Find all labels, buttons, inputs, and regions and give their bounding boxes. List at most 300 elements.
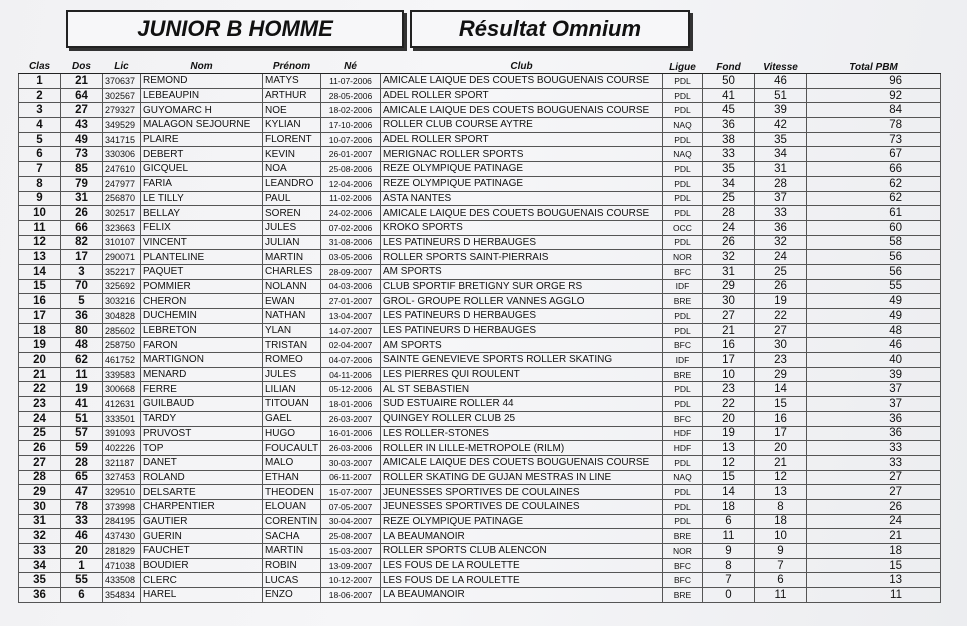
cell-total: 33 (807, 441, 941, 456)
cell-nom: CHERON (141, 294, 263, 309)
cell-club: REZE OLYMPIQUE PATINAGE (381, 176, 663, 191)
col-prenom: Prénom (263, 60, 321, 74)
cell-vitesse: 9 (755, 544, 807, 559)
cell-ne: 17-10-2006 (321, 118, 381, 133)
cell-prenom: JULIAN (263, 235, 321, 250)
table-row (19, 485, 941, 500)
cell-ligue: PDL (663, 74, 703, 89)
cell-vitesse: 12 (755, 470, 807, 485)
cell-clas: 5 (19, 132, 61, 147)
cell-prenom: LEANDRO (263, 176, 321, 191)
cell-nom: MARTIGNON (141, 353, 263, 368)
table-row (19, 382, 941, 397)
cell-total: 56 (807, 250, 941, 265)
table-row (19, 176, 941, 191)
cell-vitesse: 13 (755, 485, 807, 500)
cell-vitesse: 42 (755, 118, 807, 133)
cell-prenom: ARTHUR (263, 88, 321, 103)
cell-clas: 2 (19, 88, 61, 103)
cell-vitesse: 35 (755, 132, 807, 147)
cell-fond: 45 (703, 103, 755, 118)
table-row (19, 323, 941, 338)
cell-total: 49 (807, 294, 941, 309)
cell-prenom: TITOUAN (263, 397, 321, 412)
table-row (19, 529, 941, 544)
cell-ligue: PDL (663, 176, 703, 191)
cell-lic: 303216 (103, 294, 141, 309)
cell-prenom: MARTIN (263, 250, 321, 265)
cell-club: KROKO SPORTS (381, 220, 663, 235)
cell-club: AMICALE LAIQUE DES COUETS BOUGUENAIS COURSE (381, 206, 663, 221)
cell-vitesse: 10 (755, 529, 807, 544)
cell-fond: 50 (703, 74, 755, 89)
cell-club: LES ROLLER-STONES (381, 426, 663, 441)
cell-club: ROLLER CLUB COURSE AYTRE (381, 118, 663, 133)
cell-total: 11 (807, 588, 941, 603)
cell-ligue: HDF (663, 441, 703, 456)
cell-total: 84 (807, 103, 941, 118)
cell-lic: 300668 (103, 382, 141, 397)
table-row (19, 588, 941, 603)
cell-lic: 284195 (103, 514, 141, 529)
cell-fond: 31 (703, 264, 755, 279)
table-row (19, 499, 941, 514)
cell-ligue: PDL (663, 323, 703, 338)
cell-ligue: PDL (663, 514, 703, 529)
cell-vitesse: 34 (755, 147, 807, 162)
cell-vitesse: 16 (755, 411, 807, 426)
cell-fond: 30 (703, 294, 755, 309)
cell-prenom: PAUL (263, 191, 321, 206)
cell-nom: DUCHEMIN (141, 309, 263, 324)
cell-dos: 49 (61, 132, 103, 147)
cell-ligue: PDL (663, 103, 703, 118)
cell-club: ADEL ROLLER SPORT (381, 132, 663, 147)
cell-total: 36 (807, 426, 941, 441)
cell-club: AMICALE LAIQUE DES COUETS BOUGUENAIS COURSE (381, 455, 663, 470)
cell-fond: 7 (703, 573, 755, 588)
cell-fond: 26 (703, 235, 755, 250)
cell-vitesse: 37 (755, 191, 807, 206)
cell-ligue: PDL (663, 162, 703, 177)
cell-clas: 32 (19, 529, 61, 544)
cell-lic: 461752 (103, 353, 141, 368)
cell-vitesse: 32 (755, 235, 807, 250)
cell-total: 15 (807, 558, 941, 573)
cell-vitesse: 7 (755, 558, 807, 573)
cell-ne: 04-03-2006 (321, 279, 381, 294)
cell-ne: 31-08-2006 (321, 235, 381, 250)
cell-nom: GUERIN (141, 529, 263, 544)
col-total: Total PBM (807, 60, 941, 74)
cell-club: LA BEAUMANOIR (381, 529, 663, 544)
cell-dos: 3 (61, 264, 103, 279)
cell-clas: 11 (19, 220, 61, 235)
cell-total: 33 (807, 455, 941, 470)
cell-lic: 437430 (103, 529, 141, 544)
cell-clas: 4 (19, 118, 61, 133)
table-row (19, 411, 941, 426)
cell-clas: 16 (19, 294, 61, 309)
cell-dos: 55 (61, 573, 103, 588)
cell-ligue: BRE (663, 588, 703, 603)
cell-ne: 26-03-2006 (321, 441, 381, 456)
cell-club: SAINTE GENEVIEVE SPORTS ROLLER SKATING (381, 353, 663, 368)
cell-vitesse: 11 (755, 588, 807, 603)
cell-dos: 36 (61, 309, 103, 324)
cell-ne: 25-08-2006 (321, 162, 381, 177)
cell-nom: PRUVOST (141, 426, 263, 441)
cell-ne: 13-04-2007 (321, 309, 381, 324)
cell-vitesse: 27 (755, 323, 807, 338)
col-lic: Lic (103, 60, 141, 74)
cell-lic: 349529 (103, 118, 141, 133)
cell-dos: 21 (61, 74, 103, 89)
category-title: JUNIOR B HOMME (66, 10, 404, 48)
cell-ligue: PDL (663, 191, 703, 206)
cell-nom: MALAGON SEJOURNE (141, 118, 263, 133)
cell-ligue: BFC (663, 411, 703, 426)
cell-dos: 79 (61, 176, 103, 191)
cell-vitesse: 39 (755, 103, 807, 118)
cell-ligue: BFC (663, 558, 703, 573)
cell-lic: 329510 (103, 485, 141, 500)
cell-ne: 06-11-2007 (321, 470, 381, 485)
cell-prenom: MATYS (263, 74, 321, 89)
cell-fond: 35 (703, 162, 755, 177)
cell-vitesse: 46 (755, 74, 807, 89)
header-row (19, 60, 941, 74)
cell-ne: 10-12-2007 (321, 573, 381, 588)
cell-total: 55 (807, 279, 941, 294)
col-vitesse: Vitesse (755, 60, 807, 74)
cell-nom: DELSARTE (141, 485, 263, 500)
cell-fond: 34 (703, 176, 755, 191)
cell-nom: HAREL (141, 588, 263, 603)
cell-vitesse: 17 (755, 426, 807, 441)
cell-dos: 46 (61, 529, 103, 544)
cell-ligue: PDL (663, 88, 703, 103)
cell-prenom: NOE (263, 103, 321, 118)
cell-dos: 80 (61, 323, 103, 338)
cell-total: 78 (807, 118, 941, 133)
cell-dos: 59 (61, 441, 103, 456)
cell-fond: 18 (703, 499, 755, 514)
cell-ne: 04-11-2006 (321, 367, 381, 382)
cell-dos: 28 (61, 455, 103, 470)
cell-vitesse: 8 (755, 499, 807, 514)
cell-dos: 1 (61, 558, 103, 573)
cell-lic: 285602 (103, 323, 141, 338)
cell-ne: 16-01-2006 (321, 426, 381, 441)
cell-total: 18 (807, 544, 941, 559)
cell-club: AL ST SEBASTIEN (381, 382, 663, 397)
cell-fond: 12 (703, 455, 755, 470)
cell-lic: 247610 (103, 162, 141, 177)
results-table (18, 60, 941, 603)
cell-club: LES PIERRES QUI ROULENT (381, 367, 663, 382)
cell-nom: CLERC (141, 573, 263, 588)
cell-total: 73 (807, 132, 941, 147)
cell-total: 66 (807, 162, 941, 177)
cell-lic: 247977 (103, 176, 141, 191)
cell-vitesse: 19 (755, 294, 807, 309)
cell-vitesse: 31 (755, 162, 807, 177)
cell-nom: GUILBAUD (141, 397, 263, 412)
result-title: Résultat Omnium (410, 10, 690, 48)
col-nom: Nom (141, 60, 263, 74)
cell-fond: 29 (703, 279, 755, 294)
table-row (19, 309, 941, 324)
cell-ne: 30-04-2007 (321, 514, 381, 529)
cell-club: MERIGNAC ROLLER SPORTS (381, 147, 663, 162)
cell-club: LES FOUS DE LA ROULETTE (381, 573, 663, 588)
cell-club: ROLLER IN LILLE-METROPOLE (RILM) (381, 441, 663, 456)
table-row (19, 441, 941, 456)
cell-lic: 302567 (103, 88, 141, 103)
cell-club: AMICALE LAIQUE DES COUETS BOUGUENAIS COURSE (381, 74, 663, 89)
table-row (19, 250, 941, 265)
cell-prenom: YLAN (263, 323, 321, 338)
cell-vitesse: 33 (755, 206, 807, 221)
cell-clas: 18 (19, 323, 61, 338)
cell-total: 13 (807, 573, 941, 588)
cell-clas: 29 (19, 485, 61, 500)
cell-ne: 04-07-2006 (321, 353, 381, 368)
cell-total: 62 (807, 176, 941, 191)
cell-fond: 36 (703, 118, 755, 133)
cell-dos: 20 (61, 544, 103, 559)
cell-clas: 9 (19, 191, 61, 206)
col-dos: Dos (61, 60, 103, 74)
cell-clas: 12 (19, 235, 61, 250)
cell-fond: 20 (703, 411, 755, 426)
cell-fond: 32 (703, 250, 755, 265)
cell-dos: 17 (61, 250, 103, 265)
cell-clas: 30 (19, 499, 61, 514)
cell-fond: 16 (703, 338, 755, 353)
cell-total: 27 (807, 470, 941, 485)
table-row (19, 206, 941, 221)
cell-lic: 391093 (103, 426, 141, 441)
cell-ne: 24-02-2006 (321, 206, 381, 221)
cell-ne: 15-03-2007 (321, 544, 381, 559)
cell-clas: 27 (19, 455, 61, 470)
cell-ligue: NOR (663, 250, 703, 265)
cell-lic: 281829 (103, 544, 141, 559)
cell-ne: 05-12-2006 (321, 382, 381, 397)
cell-clas: 10 (19, 206, 61, 221)
cell-dos: 85 (61, 162, 103, 177)
cell-fond: 33 (703, 147, 755, 162)
cell-fond: 21 (703, 323, 755, 338)
cell-total: 39 (807, 367, 941, 382)
cell-clas: 35 (19, 573, 61, 588)
cell-dos: 64 (61, 88, 103, 103)
cell-ligue: IDF (663, 353, 703, 368)
table-row (19, 426, 941, 441)
cell-nom: LEBRETON (141, 323, 263, 338)
cell-nom: PLAIRE (141, 132, 263, 147)
cell-total: 56 (807, 264, 941, 279)
cell-prenom: ROMEO (263, 353, 321, 368)
cell-club: ADEL ROLLER SPORT (381, 88, 663, 103)
cell-ligue: BFC (663, 338, 703, 353)
cell-nom: FARON (141, 338, 263, 353)
table-row (19, 118, 941, 133)
cell-prenom: CHARLES (263, 264, 321, 279)
cell-clas: 23 (19, 397, 61, 412)
cell-total: 37 (807, 382, 941, 397)
cell-nom: CHARPENTIER (141, 499, 263, 514)
table-row (19, 191, 941, 206)
cell-dos: 26 (61, 206, 103, 221)
table-row (19, 74, 941, 89)
cell-lic: 370637 (103, 74, 141, 89)
cell-lic: 352217 (103, 264, 141, 279)
cell-prenom: FLORENT (263, 132, 321, 147)
cell-fond: 9 (703, 544, 755, 559)
cell-vitesse: 28 (755, 176, 807, 191)
cell-lic: 330306 (103, 147, 141, 162)
cell-total: 26 (807, 499, 941, 514)
cell-clas: 36 (19, 588, 61, 603)
cell-total: 49 (807, 309, 941, 324)
cell-prenom: MARTIN (263, 544, 321, 559)
cell-clas: 22 (19, 382, 61, 397)
cell-nom: ROLAND (141, 470, 263, 485)
cell-total: 48 (807, 323, 941, 338)
cell-fond: 0 (703, 588, 755, 603)
cell-total: 24 (807, 514, 941, 529)
cell-clas: 25 (19, 426, 61, 441)
cell-total: 61 (807, 206, 941, 221)
cell-vitesse: 23 (755, 353, 807, 368)
cell-ligue: PDL (663, 485, 703, 500)
cell-lic: 302517 (103, 206, 141, 221)
cell-fond: 8 (703, 558, 755, 573)
cell-fond: 28 (703, 206, 755, 221)
cell-prenom: SOREN (263, 206, 321, 221)
cell-lic: 339583 (103, 367, 141, 382)
cell-dos: 62 (61, 353, 103, 368)
cell-ligue: NAQ (663, 118, 703, 133)
cell-fond: 38 (703, 132, 755, 147)
table-row (19, 514, 941, 529)
cell-club: LES PATINEURS D HERBAUGES (381, 309, 663, 324)
cell-clas: 26 (19, 441, 61, 456)
cell-prenom: EWAN (263, 294, 321, 309)
cell-nom: GAUTIER (141, 514, 263, 529)
cell-nom: DEBERT (141, 147, 263, 162)
cell-fond: 19 (703, 426, 755, 441)
cell-ne: 18-02-2006 (321, 103, 381, 118)
cell-vitesse: 18 (755, 514, 807, 529)
cell-ligue: BRE (663, 294, 703, 309)
cell-ligue: BFC (663, 264, 703, 279)
cell-nom: TARDY (141, 411, 263, 426)
cell-prenom: LILIAN (263, 382, 321, 397)
cell-prenom: NATHAN (263, 309, 321, 324)
table-row (19, 338, 941, 353)
cell-ne: 11-07-2006 (321, 74, 381, 89)
table-row (19, 573, 941, 588)
cell-nom: BOUDIER (141, 558, 263, 573)
cell-clas: 3 (19, 103, 61, 118)
cell-dos: 66 (61, 220, 103, 235)
cell-club: LES PATINEURS D HERBAUGES (381, 323, 663, 338)
cell-vitesse: 22 (755, 309, 807, 324)
table-row (19, 544, 941, 559)
cell-dos: 57 (61, 426, 103, 441)
cell-dos: 51 (61, 411, 103, 426)
cell-prenom: HUGO (263, 426, 321, 441)
cell-ligue: BRE (663, 529, 703, 544)
col-ligue: Ligue (663, 60, 703, 74)
cell-lic: 279327 (103, 103, 141, 118)
cell-ligue: PDL (663, 132, 703, 147)
cell-prenom: NOLANN (263, 279, 321, 294)
cell-nom: REMOND (141, 74, 263, 89)
cell-vitesse: 26 (755, 279, 807, 294)
cell-ne: 18-06-2007 (321, 588, 381, 603)
cell-dos: 47 (61, 485, 103, 500)
cell-lic: 354834 (103, 588, 141, 603)
cell-vitesse: 15 (755, 397, 807, 412)
cell-ne: 03-05-2006 (321, 250, 381, 265)
cell-lic: 333501 (103, 411, 141, 426)
cell-fond: 17 (703, 353, 755, 368)
cell-prenom: MALO (263, 455, 321, 470)
cell-clas: 13 (19, 250, 61, 265)
table-row (19, 264, 941, 279)
cell-nom: GICQUEL (141, 162, 263, 177)
cell-clas: 8 (19, 176, 61, 191)
cell-club: LES FOUS DE LA ROULETTE (381, 558, 663, 573)
cell-dos: 5 (61, 294, 103, 309)
cell-vitesse: 14 (755, 382, 807, 397)
cell-vitesse: 36 (755, 220, 807, 235)
cell-nom: LE TILLY (141, 191, 263, 206)
cell-fond: 15 (703, 470, 755, 485)
cell-club: ROLLER SKATING DE GUJAN MESTRAS IN LINE (381, 470, 663, 485)
cell-ligue: PDL (663, 206, 703, 221)
cell-prenom: JULES (263, 367, 321, 382)
table-row (19, 397, 941, 412)
table-row (19, 367, 941, 382)
cell-dos: 19 (61, 382, 103, 397)
cell-total: 36 (807, 411, 941, 426)
cell-ligue: NAQ (663, 470, 703, 485)
cell-prenom: KEVIN (263, 147, 321, 162)
cell-clas: 7 (19, 162, 61, 177)
cell-nom: PLANTELINE (141, 250, 263, 265)
cell-dos: 11 (61, 367, 103, 382)
cell-nom: FAUCHET (141, 544, 263, 559)
cell-dos: 48 (61, 338, 103, 353)
cell-prenom: ROBIN (263, 558, 321, 573)
cell-clas: 6 (19, 147, 61, 162)
cell-dos: 73 (61, 147, 103, 162)
col-club: Club (381, 60, 663, 74)
table-row (19, 132, 941, 147)
cell-fond: 10 (703, 367, 755, 382)
cell-club: CLUB SPORTIF BRETIGNY SUR ORGE RS (381, 279, 663, 294)
cell-total: 21 (807, 529, 941, 544)
cell-club: AM SPORTS (381, 264, 663, 279)
cell-nom: FARIA (141, 176, 263, 191)
cell-lic: 256870 (103, 191, 141, 206)
